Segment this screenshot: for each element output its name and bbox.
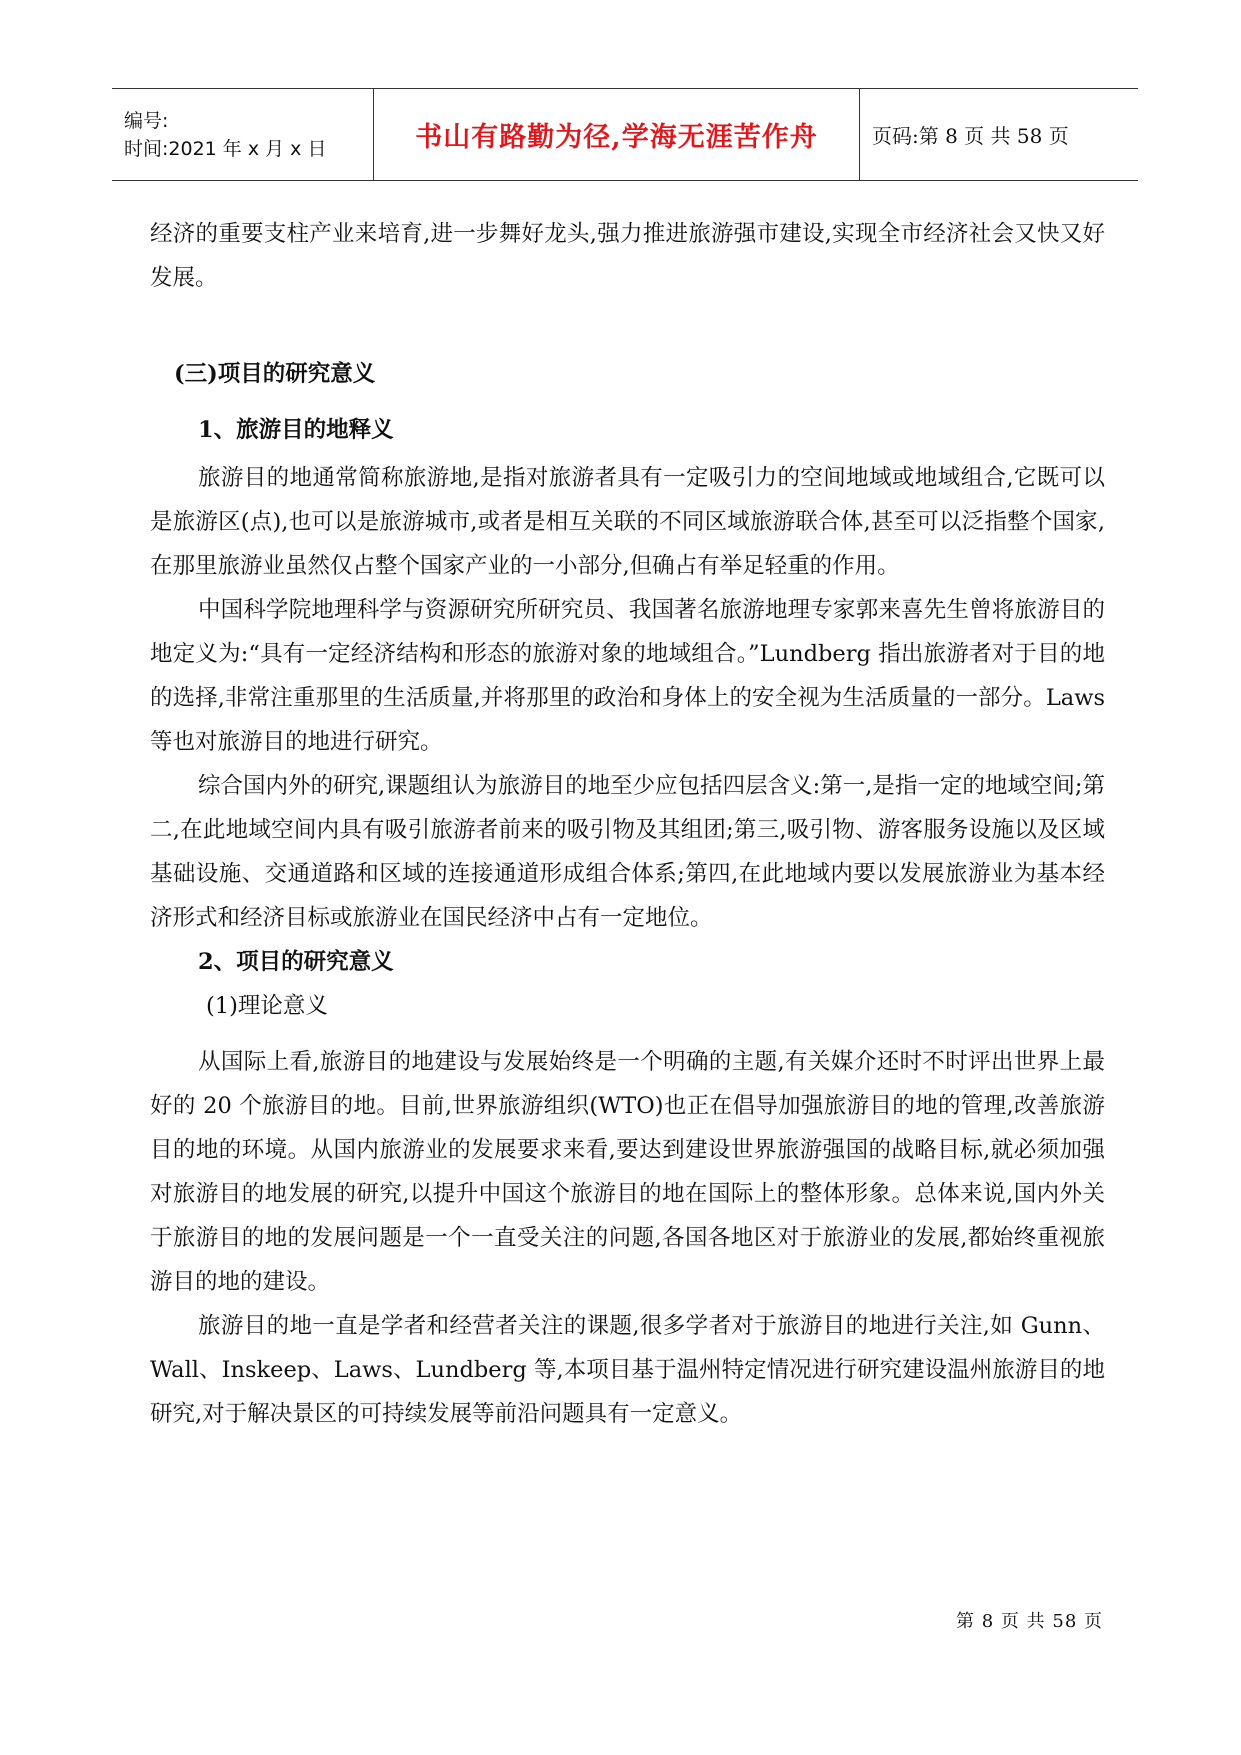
header-meta (112, 89, 374, 180)
header-page (860, 89, 1138, 180)
subsection-heading: 2、项目的研究意义 (198, 949, 394, 975)
header-motto (374, 89, 860, 180)
document-body (150, 212, 1105, 1436)
paragraph: 综合国内外的研究,课题组认为旅游目的地至少应包括四层含义:第一,是指一定的地域空间;第二,在此地域空间内具有吸引旅游者前来的吸引物及其组团;第三,吸引物、游客服务设施以及区域基础设施、交通道路和区域的连接通道形成组合体系;第四,在此地域内要以发展旅游业为基本经济形式和经济目标或旅游业在国民经济中占有一定地位。 (150, 773, 1105, 931)
page-footer: 第 8 页 共 58 页 (956, 1611, 1103, 1632)
paragraph: 从国际上看,旅游目的地建设与发展始终是一个明确的主题,有关媒介还时不时评出世界上最好的 20 个旅游目的地。目前,世界旅游组织(WTO)也正在倡导加强旅游目的地的管理,改善旅游目的地的环境。从国内旅游业的发展要求来看,要达到建设世界旅游强国的战略目标,就必须加强对旅游目的地发展的研究,以提升中国这个旅游目的地在国际上的整体形象。总体来说,国内外关于旅游目的地的发展问题是一个一直受关注的问题,各国各地区对于旅游业的发展,都始终重视旅游目的地的建设。 (150, 1049, 1105, 1295)
paragraph: 旅游目的地通常简称旅游地,是指对旅游者具有一定吸引力的空间地域或地域组合,它既可以是旅游区(点),也可以是旅游城市,或者是相互关联的不同区域旅游联合体,甚至可以泛指整个国家,在那里旅游业虽然仅占整个国家产业的一小部分,但确占有举足轻重的作用。 (150, 465, 1105, 579)
paragraph: 经济的重要支柱产业来培育,进一步舞好龙头,强力推进旅游强市建设,实现全市经济社会又快又好发展。 (150, 221, 1105, 291)
subsection-heading: 1、旅游目的地释义 (198, 417, 394, 443)
paragraph: 旅游目的地一直是学者和经营者关注的课题,很多学者对于旅游目的地进行关注,如 Gunn、Wall、Inskeep、Laws、Lundberg 等,本项目基于温州特定情况进行研究建设温州旅游目的地研究,对于解决景区的可持续发展等前沿问题具有一定意义。 (150, 1313, 1105, 1427)
time-label: 时间:2021 年 x 月 x 日 (124, 137, 327, 160)
sub-subsection-heading: (1)理论意义 (206, 993, 328, 1019)
paragraph: 中国科学院地理科学与资源研究所研究员、我国著名旅游地理专家郭来喜先生曾将旅游目的地定义为:“具有一定经济结构和形态的旅游对象的地域组合。”Lundberg 指出旅游者对于目的地的选择,非常注重那里的生活质量,并将那里的政治和身体上的安全视为生活质量的一部分。Laws 等也对旅游目的地进行研究。 (150, 597, 1105, 755)
section-heading: (三)项目的研究意义 (174, 361, 376, 387)
page-label: 页码:第 8 页 共 58 页 (872, 124, 1069, 148)
page-header (112, 88, 1138, 181)
motto-text: 书山有路勤为径,学海无涯苦作舟 (415, 122, 818, 153)
number-label: 编号: (124, 109, 169, 132)
